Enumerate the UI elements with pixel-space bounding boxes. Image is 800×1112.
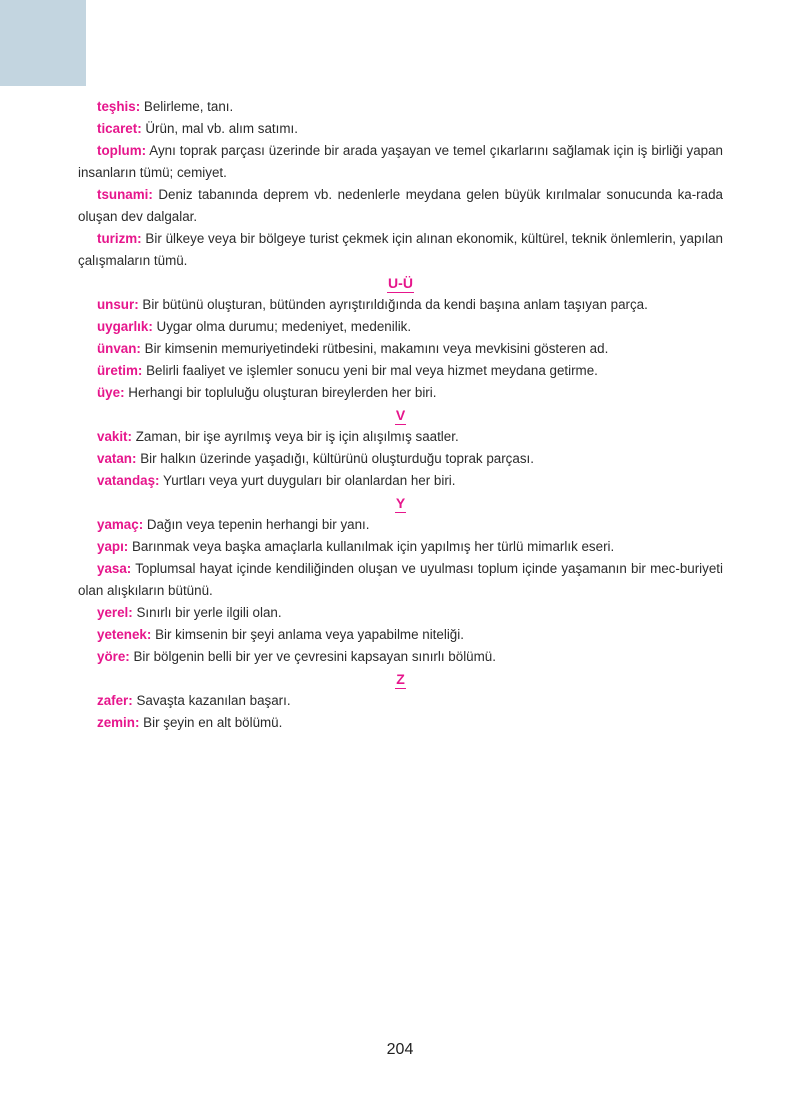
glossary-term: toplum: <box>97 143 147 158</box>
letter-heading <box>78 404 723 426</box>
glossary-definition: Bir kimsenin memuriyetindeki rütbesini, makamını veya mevkisini gösteren ad. <box>144 341 609 356</box>
glossary-entry <box>78 228 723 272</box>
glossary-term: vatan: <box>97 451 137 466</box>
letter-heading-text: V <box>395 407 406 423</box>
glossary-definition: Deniz tabanında deprem vb. nedenlerle meydana gelen büyük kırılmalar sonucunda ka-rada oluşan dev dalgalar. <box>78 187 723 224</box>
glossary-term: zafer: <box>97 693 133 708</box>
glossary-entry <box>78 140 723 184</box>
glossary-term: yamaç: <box>97 517 144 532</box>
glossary-term: vatandaş: <box>97 473 160 488</box>
glossary-entry <box>78 96 723 118</box>
letter-heading <box>78 492 723 514</box>
glossary-definition: Bir halkın üzerinde yaşadığı, kültürünü oluşturduğu toprak parçası. <box>140 451 534 466</box>
glossary-definition: Belirleme, tanı. <box>143 99 234 114</box>
glossary-entry <box>78 690 723 712</box>
glossary-term: üretim: <box>97 363 143 378</box>
glossary-entry <box>78 624 723 646</box>
glossary-entry <box>78 184 723 228</box>
glossary-term: unsur: <box>97 297 139 312</box>
glossary-definition: Sınırlı bir yerle ilgili olan. <box>136 605 282 620</box>
glossary-definition: Ürün, mal vb. alım satımı. <box>145 121 298 136</box>
glossary-content <box>78 96 723 734</box>
glossary-definition: Savaşta kazanılan başarı. <box>136 693 291 708</box>
glossary-entry <box>78 602 723 624</box>
letter-heading-text: U-Ü <box>388 275 413 291</box>
glossary-term: yapı: <box>97 539 129 554</box>
glossary-definition: Dağın veya tepenin herhangi bir yanı. <box>146 517 370 532</box>
glossary-definition: Yurtları veya yurt duyguları bir olanlardan her biri. <box>163 473 456 488</box>
glossary-definition: Bir kimsenin bir şeyi anlama veya yapabilme niteliği. <box>155 627 464 642</box>
glossary-term: zemin: <box>97 715 140 730</box>
glossary-definition: Bir şeyin en alt bölümü. <box>143 715 283 730</box>
glossary-entry <box>78 382 723 404</box>
glossary-term: yöre: <box>97 649 130 664</box>
glossary-entry <box>78 338 723 360</box>
glossary-entry <box>78 360 723 382</box>
glossary-definition: Belirli faaliyet ve işlemler sonucu yeni bir mal veya hizmet meydana getirme. <box>146 363 598 378</box>
glossary-entry <box>78 646 723 668</box>
letter-heading-text: Z <box>396 671 405 687</box>
glossary-entry <box>78 118 723 140</box>
glossary-entry <box>78 426 723 448</box>
glossary-entry <box>78 558 723 602</box>
glossary-entry <box>78 470 723 492</box>
glossary-term: turizm: <box>97 231 142 246</box>
glossary-definition: Toplumsal hayat içinde kendiliğinden oluşan ve uyulması toplum içinde yaşamanın bir mec-buriyeti olan alışkıların bütünü. <box>78 561 723 598</box>
glossary-entry <box>78 514 723 536</box>
glossary-definition: Uygar olma durumu; medeniyet, medenilik. <box>156 319 412 334</box>
glossary-entry <box>78 448 723 470</box>
glossary-term: ticaret: <box>97 121 142 136</box>
glossary-term: yasa: <box>97 561 132 576</box>
glossary-definition: Bir ülkeye veya bir bölgeye turist çekmek için alınan ekonomik, kültürel, teknik önlemlerin, yapılan çalışmaların tümü. <box>78 231 723 268</box>
glossary-term: teşhis: <box>97 99 141 114</box>
glossary-entry <box>78 294 723 316</box>
glossary-term: uygarlık: <box>97 319 153 334</box>
glossary-term: yerel: <box>97 605 133 620</box>
letter-heading <box>78 272 723 294</box>
glossary-definition: Bir bütünü oluşturan, bütünden ayrıştırıldığında da kendi başına anlam taşıyan parça. <box>142 297 648 312</box>
glossary-term: vakit: <box>97 429 132 444</box>
glossary-entry <box>78 536 723 558</box>
page-number: 204 <box>386 1041 414 1058</box>
letter-heading-text: Y <box>395 495 406 511</box>
glossary-term: tsunami: <box>97 187 153 202</box>
glossary-entry <box>78 316 723 338</box>
glossary-definition: Barınmak veya başka amaçlarla kullanılmak için yapılmış her türlü mimarlık eseri. <box>132 539 615 554</box>
glossary-entry <box>78 712 723 734</box>
glossary-term: yetenek: <box>97 627 152 642</box>
glossary-definition: Bir bölgenin belli bir yer ve çevresini kapsayan sınırlı bölümü. <box>133 649 496 664</box>
glossary-definition: Aynı toprak parçası üzerinde bir arada yaşayan ve temel çıkarlarını sağlamak için iş birliği yapan insanların tümü; cemiyet. <box>78 143 723 180</box>
glossary-term: ünvan: <box>97 341 141 356</box>
glossary-definition: Herhangi bir topluluğu oluşturan bireylerden her biri. <box>128 385 437 400</box>
letter-heading <box>78 668 723 690</box>
glossary-term: üye: <box>97 385 125 400</box>
glossary-definition: Zaman, bir işe ayrılmış veya bir iş için alışılmış saatler. <box>135 429 459 444</box>
corner-tab-decoration <box>0 0 86 86</box>
